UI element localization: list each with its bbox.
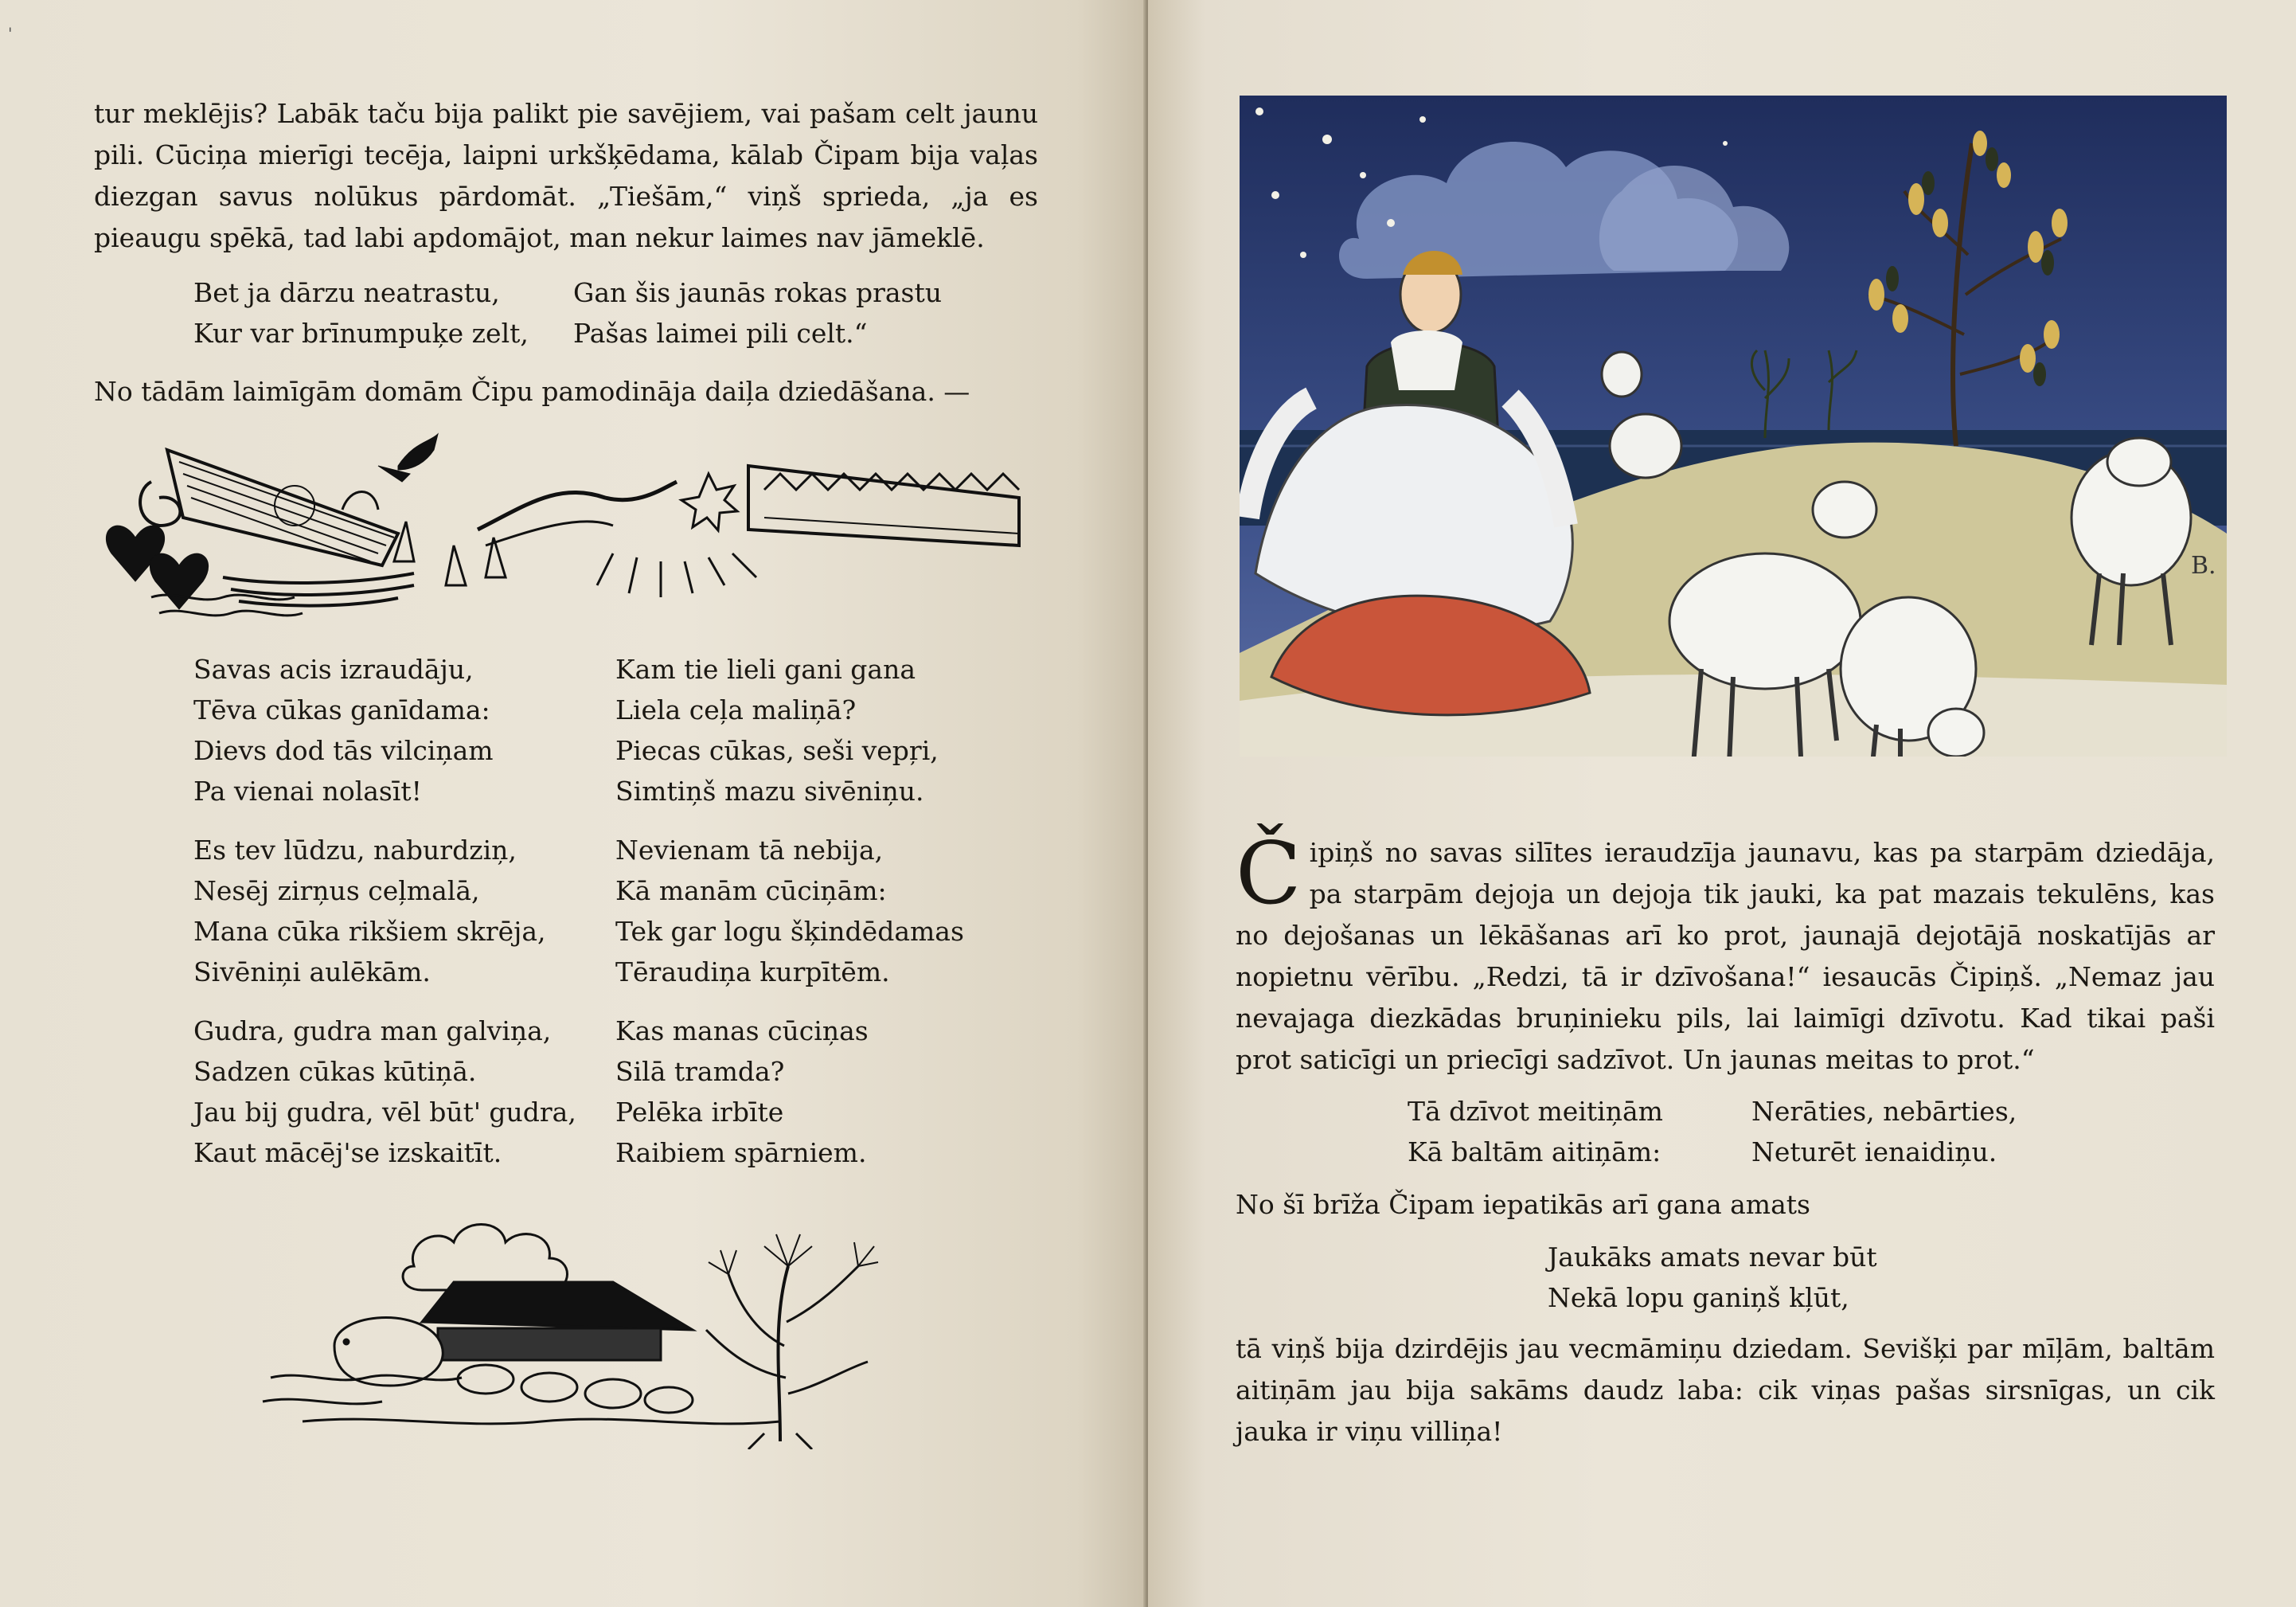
verse-line: Pašas laimei pili celt.“ — [573, 318, 868, 349]
verse-line: Dievs dod tās vilciņam — [193, 735, 494, 766]
right-prose-end — [1236, 1328, 2215, 1453]
verse-line: Es tev lūdzu, naburdziņ, — [193, 835, 517, 866]
verse-line: Tēraudiņa kurpītēm. — [615, 956, 890, 987]
left-prose-top — [94, 93, 1038, 259]
right-verse2 — [1548, 1237, 1877, 1318]
prose-line: No tādām laimīgām domām Čipu pamodināja daiļa dziedāšana. — — [94, 376, 970, 407]
verse-line: Tā dzīvot meitiņām — [1408, 1096, 1663, 1127]
right-prose-paragraph: ipiņš no savas silītes ieraudzīja jaunavu, kas pa starpām dziedāja, pa starpām dejoja un dejoja tik jauki, ka pat mazais tekulēns, kas no dejošanas un lēkāšanas arī ko prot, jaunajā dejotājā noskatījās ar nopietnu vērību. „Redzi, tā ir dzīvošana!“ iesaucās Čipiņš. „Nemaz jau nevajaga diezkādas bruņinieku pils, lai laimīgi dzīvotu. Kad tikai paši prot saticīgi un priecīgi sadzīvot. Un jaunas meitas to prot.“ — [1236, 837, 2215, 1075]
illustration-signature: B. — [2191, 552, 2216, 580]
verse-line: Tēva cūkas ganīdama: — [193, 694, 490, 725]
verse-line: Kā baltām aitiņām: — [1408, 1136, 1661, 1167]
verse-line: Pa vienai nolasīt! — [193, 776, 422, 807]
right-prose-main — [1236, 824, 2215, 1081]
star-icon — [681, 474, 737, 530]
song-col1-stanza2 — [193, 830, 546, 992]
verse-line: Nerāties, nebārties, — [1751, 1096, 2017, 1127]
heart-icon — [150, 553, 208, 609]
verse-line: Tek gar logu šķindēdamas — [615, 916, 964, 947]
song-col2-stanza1 — [615, 649, 939, 811]
right-verse1-col2 — [1751, 1091, 2017, 1172]
verse-line: Jau bij gudra, vēl būt' gudra, — [193, 1097, 576, 1128]
verse-line: Raibiem spārniem. — [615, 1137, 867, 1168]
harp-ornament-illustration — [103, 418, 1043, 633]
verse-line: Sadzen cūkas kūtiņā. — [193, 1056, 477, 1087]
left-verse1-col1 — [193, 272, 529, 354]
right-verse1-col1 — [1408, 1091, 1663, 1172]
farmhouse-pigs-illustration — [255, 1202, 908, 1449]
verse-line: Mana cūka rikšiem skrēja, — [193, 916, 546, 947]
song-col2-stanza2 — [615, 830, 964, 992]
verse-line: Pelēka irbīte — [615, 1097, 784, 1128]
verse-line: Kas manas cūciņas — [615, 1015, 869, 1046]
verse-line: Nesēj zirņus ceļmalā, — [193, 875, 480, 906]
left-prose-paragraph: tur meklējis? Labāk taču bija palikt pie savējiem, vai pašam celt jaunu pili. Cūciņa mierīgi tecēja, laipni urkšķēdama, kālab Čipam bija vaļas diezgan savus nolūkus pārdomāt. „Tiešām,“ viņš sprieda, „ja es pieaugu spēkā, tad labi apdomājot, man nekur laimes nav jāmeklē. — [94, 98, 1038, 253]
verse-line: Nekā lopu ganiņš kļūt, — [1548, 1282, 1849, 1313]
verse-line: Nevienam tā nebija, — [615, 835, 884, 866]
verse-line: Liela ceļa maliņā? — [615, 694, 857, 725]
verse-line: Sivēniņi aulēkām. — [193, 956, 431, 987]
song-col1-stanza1 — [193, 649, 494, 811]
verse-line: Kā manām cūciņām: — [615, 875, 887, 906]
left-verse1-col2 — [573, 272, 942, 354]
drop-cap: Č — [1236, 824, 1302, 924]
verse-line: Gudra, gudra man galviņa, — [193, 1015, 552, 1046]
left-prose-line — [94, 371, 1038, 413]
prose-paragraph: tā viņš bija dzirdējis jau vecmāmiņu dziedam. Sevišķi par mīļām, baltām aitiņām jau bija sakāms daudz laba: cik viņas pašas sirsnīgas, un cik jauka ir viņu villiņa! — [1236, 1333, 2215, 1447]
verse-line: Piecas cūkas, seši vepŗi, — [615, 735, 939, 766]
left-page: ' tur meklējis? Labāk taču bija palikt pie savējiem, vai pašam celt jaunu pili. Cūciņa mierīgi tecēja, laipni urkšķēdama, kālab Čipam bija vaļas diezgan savus nolūkus pārdomāt. „Tiešām,“ viņš sprieda, „ja es pieaugu spēkā, tad labi apdomājot, man nekur laimes nav jāmeklē. Bet ja dārzu neatrastu, Kur var brīnumpuķe zelt, Gan šis jaunās rokas prastu Pašas laimei pili celt.“ No tādām laimīgām domām Čipu pamodināja daiļa dziedāšana. — Savas acis izraudāju, Tēva cūkas ganīdama: Dievs dod tās vilciņam Pa vienai nolasīt! Es tev lūdzu, naburdziņ, Nesēj zirņus ceļmalā, Mana cūka rikšiem skrēja, Sivēniņi aulēkām. Gudra, gudra man galviņa, Sadzen cūkas kūtiņā. Jau bij gudra, vēl būt' gudra, Kaut mācēj'se izskaitīt. Kam tie lieli gani gana Liela ceļa maliņā? Piecas cūkas, seši vepŗi, Simtiņš mazu sivēniņu. Nevienam tā nebija, Kā manām cūciņām: Tek gar logu šķindēdamas Tēraudiņa kurpītēm. Kas manas cūciņas Silā tramda? Pelēka irbīte Raibiem spārniem. — [0, 0, 1146, 1607]
verse-line: Neturēt ienaidiņu. — [1751, 1136, 1997, 1167]
verse-line: Silā tramda? — [615, 1056, 785, 1087]
verse-line: Savas acis izraudāju, — [193, 654, 474, 685]
verse-line: Bet ja dārzu neatrastu, — [193, 277, 500, 308]
right-page — [1148, 0, 2296, 1607]
prose-line: No šī brīža Čipam iepatikās arī gana amats — [1236, 1189, 1810, 1220]
shepherdess-sheep-illustration — [1240, 96, 2227, 757]
verse-line: Kaut mācēj'se izskaitīt. — [193, 1137, 502, 1168]
verse-line: Simtiņš mazu sivēniņu. — [615, 776, 924, 807]
verse-line: Kam tie lieli gani gana — [615, 654, 916, 685]
verse-line: Jaukāks amats nevar būt — [1548, 1241, 1877, 1273]
song-col2-stanza3 — [615, 1011, 869, 1173]
verse-line: Gan šis jaunās rokas prastu — [573, 277, 942, 308]
song-col1-stanza3 — [193, 1011, 576, 1173]
verse-line: Kur var brīnumpuķe zelt, — [193, 318, 529, 349]
right-prose-line — [1236, 1184, 2215, 1226]
